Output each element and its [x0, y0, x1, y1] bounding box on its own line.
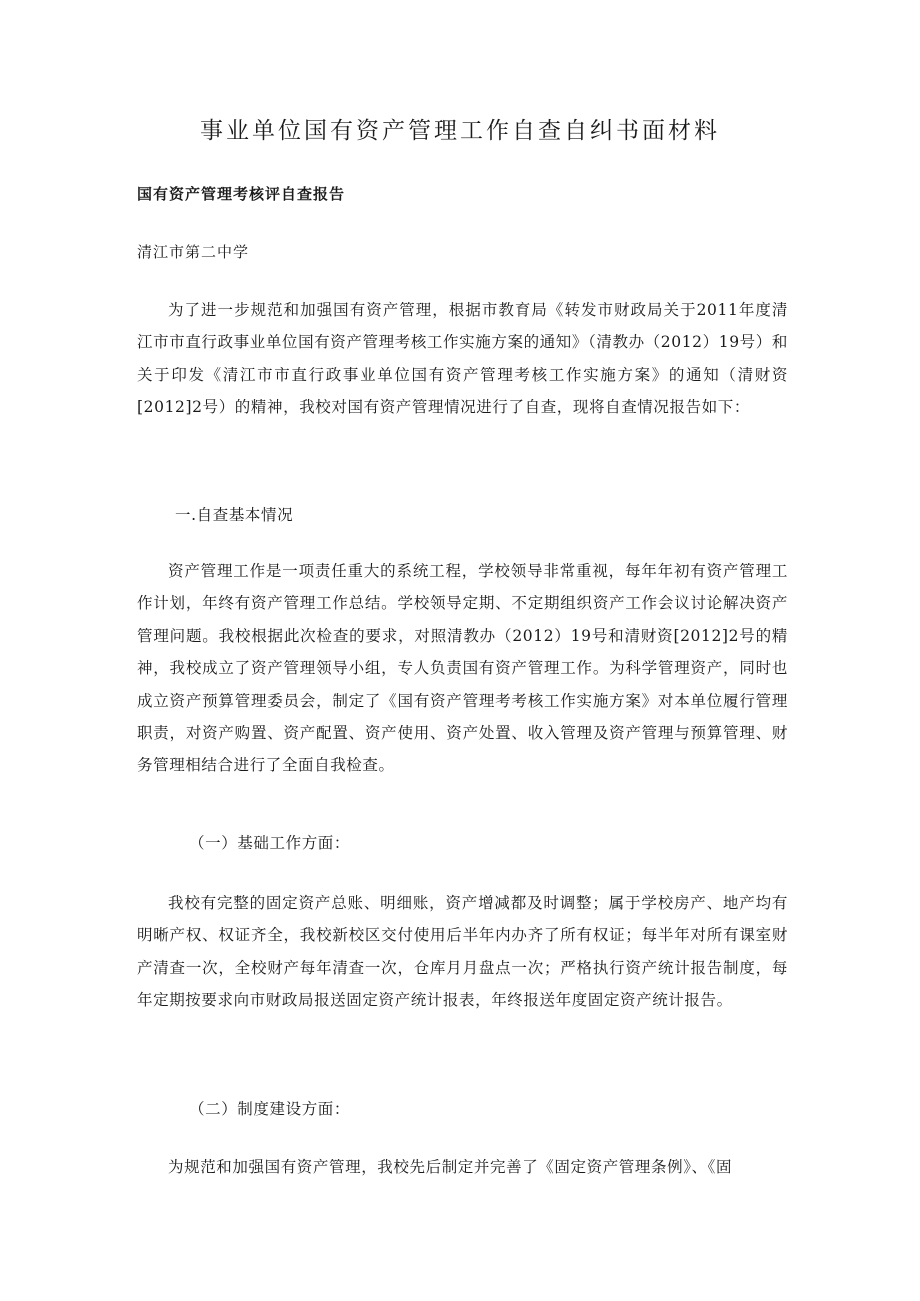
subsection2-paragraph: 为规范和加强国有资产管理，我校先后制定并完善了《固定资产管理条例》、《固: [168, 1158, 733, 1176]
section1-paragraph: 资产管理工作是一项责任重大的系统工程，学校领导非常重视，每年年初有资产管理工作计划，年终有资产管理工作总结。学校领导定期、不定期组织资产工作会议讨论解决资产管理问题。我校根据此次检查的要求，对照清教办（2012）19号和清财资[2012]2号的精神，我校成立了资产管理领导小组，专人负责国有资产管理工作。为科学管理资产，同时也成立资产预算管理委员会，制定了《国有资产管理考考核工作实施方案》对本单位履行管理职责，对资产购置、资产配置、资产使用、资产处置、收入管理及资产管理与预算管理、财务管理相结合进行了全面自我检查。: [137, 562, 788, 775]
subsection1-paragraph: 我校有完整的固定资产总账、明细账，资产增减都及时调整；属于学校房产、地产均有明晰产权、权证齐全，我校新校区交付使用后半年内办齐了所有权证；每半年对所有课室财产清查一次，全校财产每年清查一次，仓库月月盘点一次；严格执行资产统计报告制度，每年定期按要求向市财政局报送固定资产统计报表，年终报送年度固定资产统计报告。: [137, 894, 788, 1010]
document-title: 事业单位国有资产管理工作自查自纠书面材料: [200, 118, 720, 144]
intro-paragraph: 为了进一步规范和加强国有资产管理，根据市教育局《转发市财政局关于2011年度清江市市直行政事业单位国有资产管理考核工作实施方案的通知》（清教办（2012）19号）和关于印发《清江市市直行政事业单位国有资产管理考核工作实施方案》的通知（清财资[2012]2号）的精神，我校对国有资产管理情况进行了自查，现将自查情况报告如下：: [137, 301, 788, 417]
subsection1-heading: （一）基础工作方面：: [189, 834, 351, 852]
report-subtitle: 国有资产管理考核评自查报告: [137, 185, 346, 203]
author-organization: 清江市第二中学: [137, 243, 250, 261]
subsection2-heading: （二）制度建设方面：: [189, 1100, 351, 1118]
section1-heading: 一.自查基本情况: [175, 506, 294, 524]
